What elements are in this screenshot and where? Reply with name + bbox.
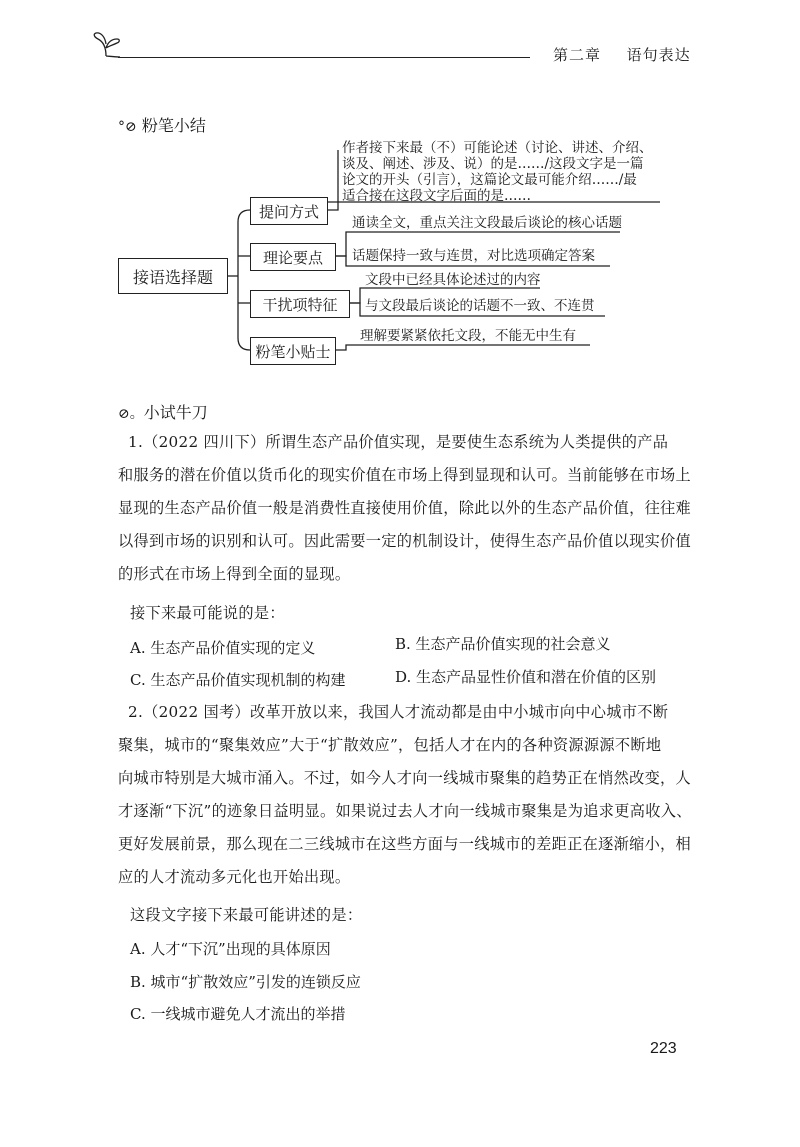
q1-option-c: C. 生态产品价值实现机制的构建 [130,671,346,689]
note-line: 作者接下来最（不）可能论述（讨论、讲述、介绍、 [342,140,653,156]
passage-line: 显现的生态产品价值一般是消费性直接使用价值，除此以外的生态产品价值，往往难 [118,499,692,517]
page-number: 223 [650,1040,677,1057]
q1-option-d: D. 生态产品显性价值和潜在价值的区别 [395,668,657,686]
branch-distractor-features: 干扰项特征 [250,290,350,318]
passage-line: 应的人才流动多元化也开始出现。 [118,868,351,886]
branch-question-style: 提问方式 [250,197,328,225]
summary-title: 粉笔小结 [141,116,206,135]
note-distractor-1: 文段中已经具体论述过的内容 [365,272,541,288]
note-tips-1: 理解要紧紧依托文段，不能无中生有 [360,328,576,344]
question-2-passage [118,696,692,894]
q2-option-c: C. 一线城市避免人才流出的举措 [130,1005,346,1023]
note-line: 适合接在这段文字后面的是…… [342,188,531,204]
passage-line: 聚集，城市的“聚集效应”大于“扩散效应”，包括人才在内的各种资源源源不断地 [118,736,662,754]
mindmap-root: 接语选择题 [118,258,228,294]
q1-option-b: B. 生态产品价值实现的社会意义 [395,635,611,653]
q1-option-a: A. 生态产品价值实现的定义 [130,639,316,657]
pencil-circle-icon: ⊘。 [118,406,144,422]
passage-line: 1.（2022 四川下）所谓生态产品价值实现，是要使生态系统为人类提供的产品 [128,433,669,451]
q2-option-a: A. 人才“下沉”出现的具体原因 [130,940,331,958]
notes-question-style [342,140,653,204]
practice-heading [118,400,208,423]
passage-line: 更好发展前景，那么现在二三线城市在这些方面与一线城市的差距正在逐渐缩小，相 [118,835,692,853]
passage-line: 2.（2022 国考）改革开放以来，我国人才流动都是由中小城市向中心城市不断 [128,703,669,721]
note-line: 谈及、阐述、涉及、说）的是……/这段文字是一篇 [342,156,644,172]
passage-line: 向城市特别是大城市涌入。不过，如今人才向一线城市聚集的趋势正在悄然改变，人 [118,769,692,787]
question-1-prompt: 接下来最可能说的是： [130,604,285,622]
branch-theory-points: 理论要点 [250,243,336,271]
chapter-label: 第二章 [553,46,602,64]
note-theory-1: 通读全文，重点关注文段最后谈论的核心话题 [352,215,622,231]
note-theory-2: 话题保持一致与连贯，对比选项确定答案 [352,248,595,264]
passage-line: 和服务的潜在价值以货币化的现实价值在市场上得到显现和认可。当前能够在市场上 [118,466,692,484]
question-1-passage [118,426,691,591]
question-2-prompt: 这段文字接下来最可能讲述的是： [130,906,363,924]
passage-line: 的形式在市场上得到全面的显现。 [118,565,351,583]
q2-option-b: B. 城市“扩散效应”引发的连锁反应 [130,973,361,991]
passage-line: 以得到市场的识别和认可。因此需要一定的机制设计，使得生态产品价值以现实价值 [118,532,692,550]
note-distractor-2: 与文段最后谈论的话题不一致、不连贯 [365,298,595,314]
note-line: 论文的开头（引言），这篇论文最可能介绍……/最 [342,172,637,188]
section-label: 语句表达 [626,46,691,64]
branch-tips: 粉笔小贴士 [250,337,336,365]
pencil-circle-icon: °⊘ [118,119,137,135]
passage-line: 才逐渐“下沉”的迹象日益明显。如果说过去人才向一线城市聚集是为追求更高收入、 [118,802,692,820]
practice-title: 小试牛刀 [143,403,208,422]
